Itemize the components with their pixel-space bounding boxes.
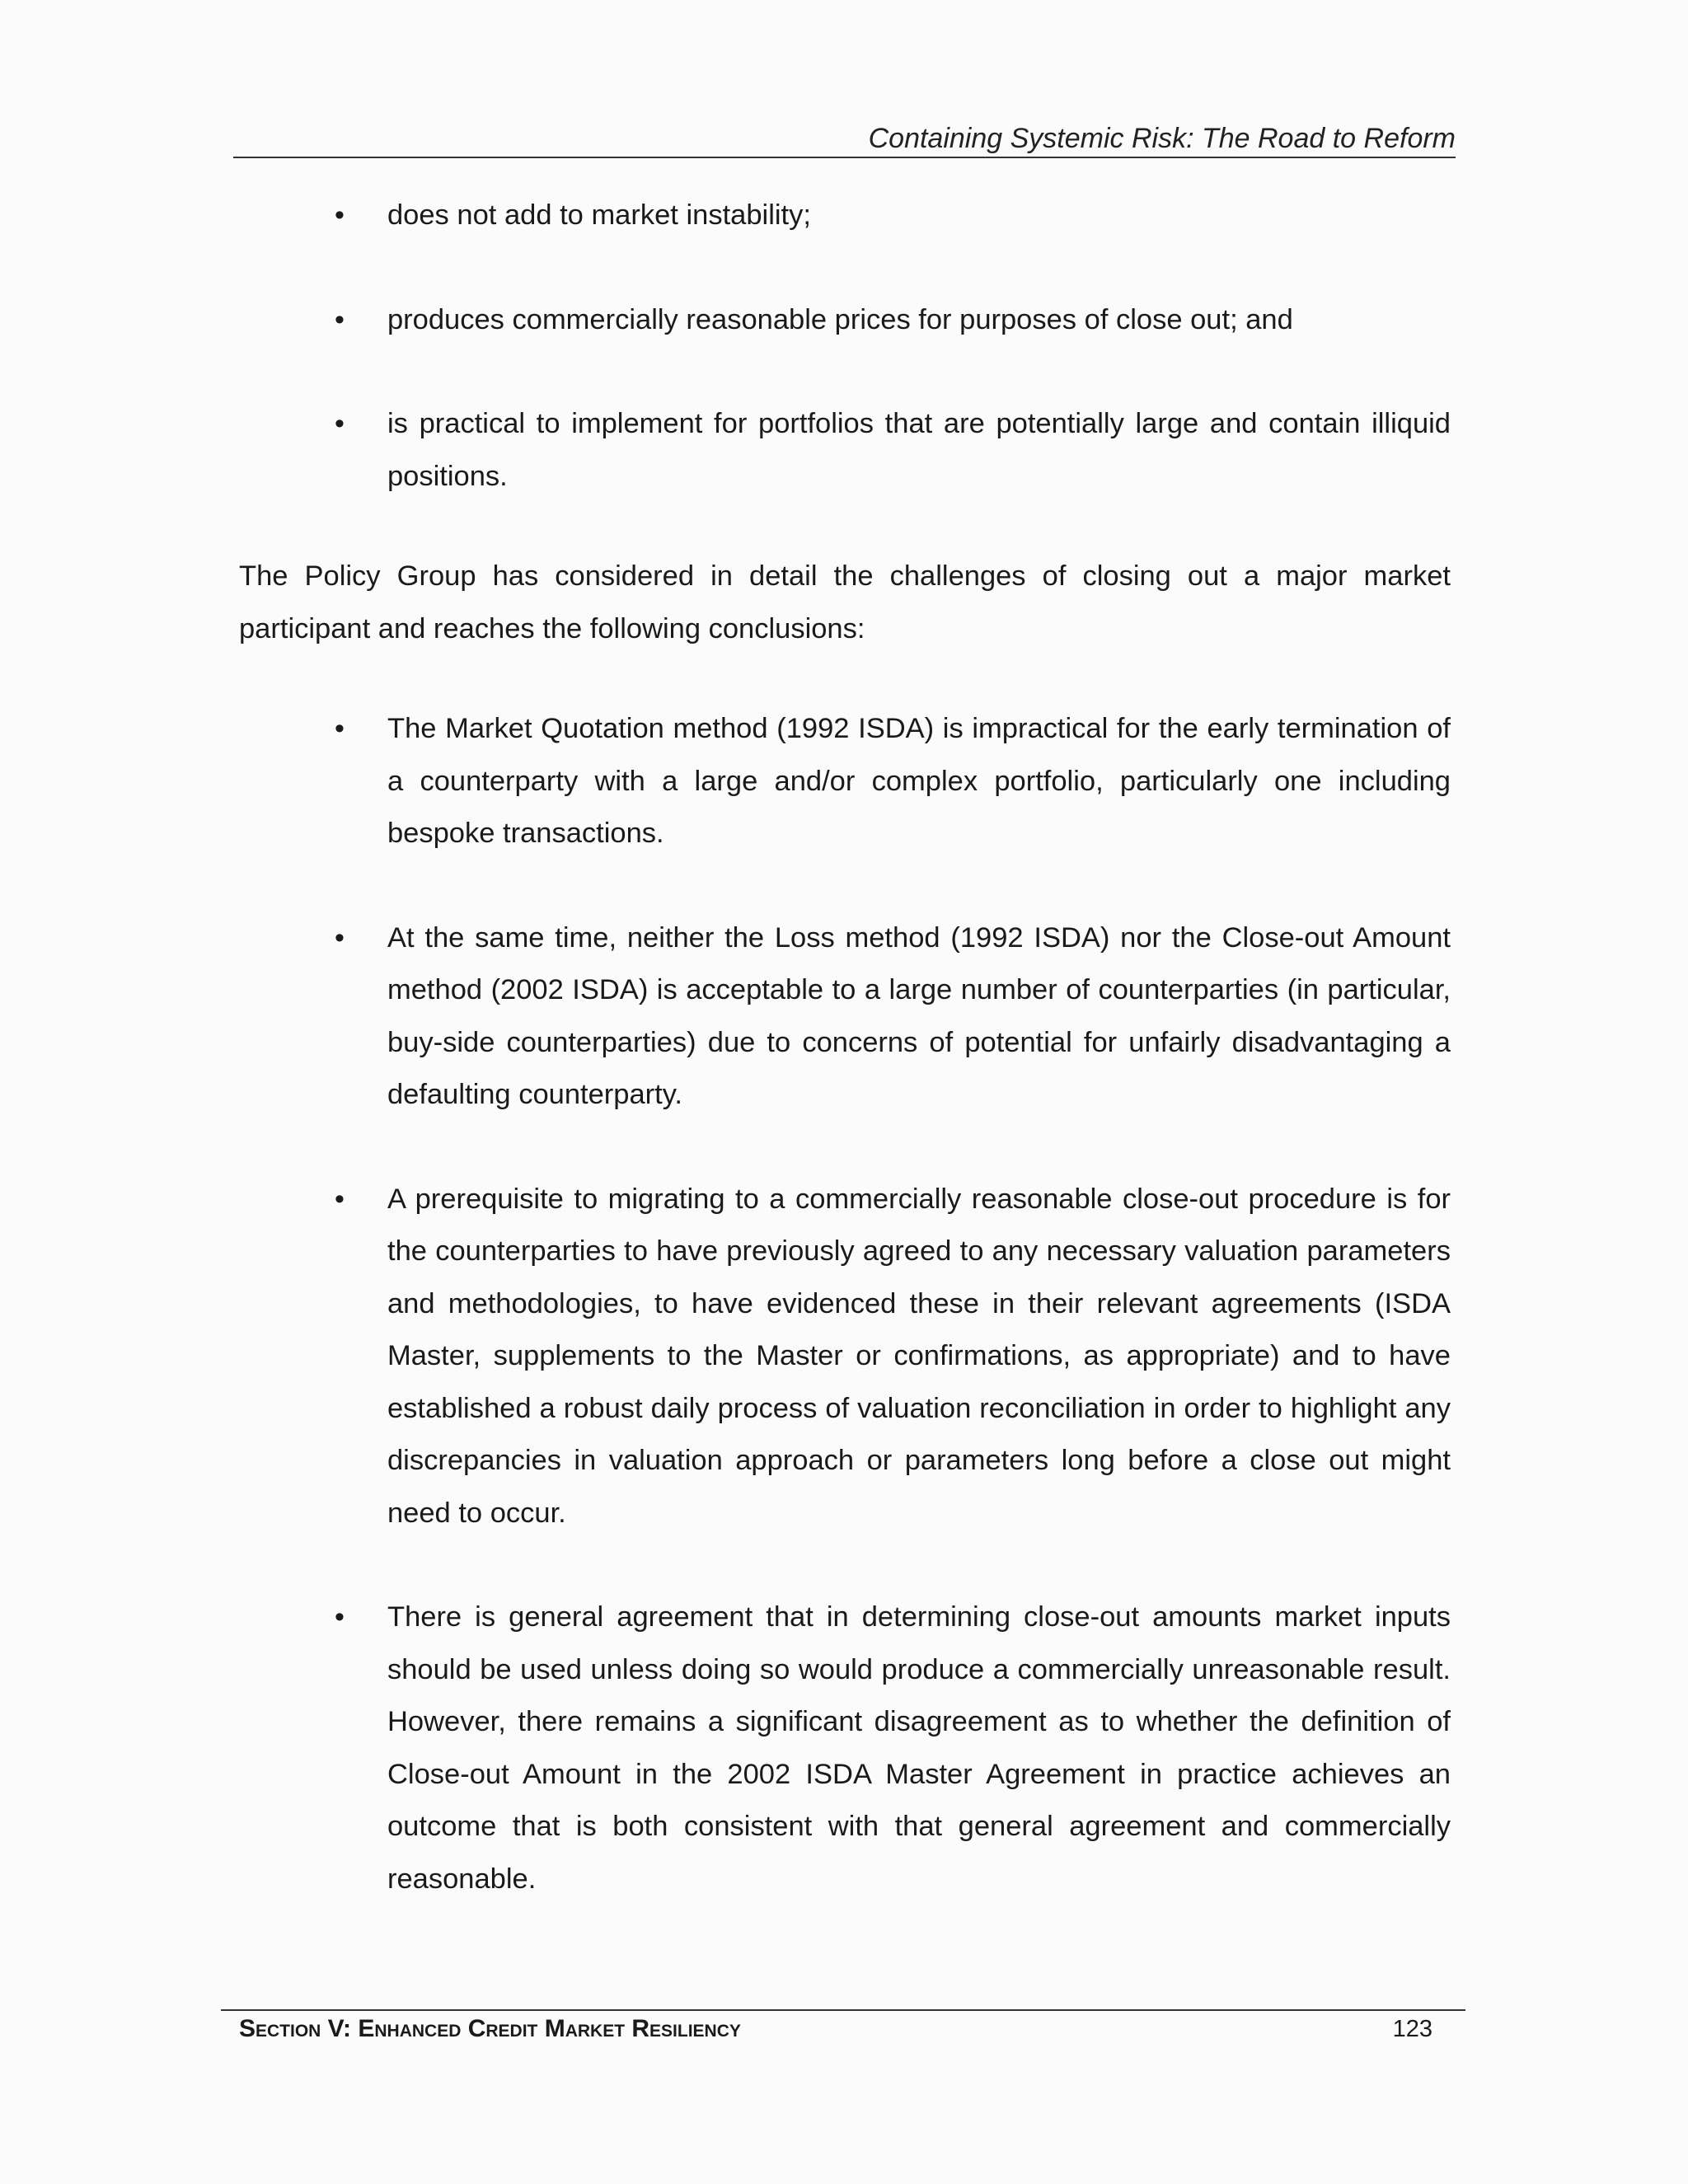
list-item xyxy=(335,398,1451,503)
spacer xyxy=(239,1122,1451,1174)
list-item xyxy=(335,294,1451,347)
list-item xyxy=(335,703,1451,860)
list-item xyxy=(335,1591,1451,1905)
conclusions-list xyxy=(239,703,1451,1905)
list-item xyxy=(335,190,1451,242)
running-header xyxy=(233,120,1456,158)
bullet-icon: • xyxy=(335,199,345,231)
page-body xyxy=(239,190,1451,1905)
list-item xyxy=(335,912,1451,1122)
body-paragraph: The Policy Group has considered in detail the challenges of closing out a major market participant and reaches the following conclusions: xyxy=(239,560,1451,644)
spacer xyxy=(239,1540,1451,1591)
bullet-icon: • xyxy=(335,408,345,439)
spacer xyxy=(239,655,1451,703)
bullet-icon: • xyxy=(335,1183,345,1215)
list-item-text: A prerequisite to migrating to a commercially reasonable close-out procedure is for the counterparties to have previously agreed to any necessary valuation parameters and methodologies, to have evidenced these in their relevant agreements (ISDA Master, supplements to the Master or confirmations, as appropriate) and to have established a robust daily process of valuation reconciliation in order to highlight any discrepancies in valuation approach or parameters long before a close out might need to occur. xyxy=(387,1183,1451,1529)
list-item-text: At the same time, neither the Loss method (1992 ISDA) nor the Close-out Amount method (2002 ISDA) is acceptable to a large number of counterparties (in particular, buy-side counterparties) due to concerns of potential for unfairly disadvantaging a defaulting counterparty. xyxy=(387,921,1451,1110)
spacer xyxy=(239,346,1451,398)
running-title: Containing Systemic Risk: The Road to Reform xyxy=(868,123,1456,154)
spacer xyxy=(239,503,1451,551)
list-item-text: is practical to implement for portfolios that are potentially large and contain illiquid positions. xyxy=(387,408,1451,492)
bullet-icon: • xyxy=(335,713,345,744)
criteria-list xyxy=(239,190,1451,503)
bullet-icon: • xyxy=(335,1601,345,1633)
list-item-text: The Market Quotation method (1992 ISDA) is impractical for the early termination of a counterparty with a large and/or complex portfolio, particularly one including bespoke transactions. xyxy=(387,713,1451,849)
spacer xyxy=(239,242,1451,294)
list-item-text: does not add to market instability; xyxy=(387,199,811,231)
bullet-icon: • xyxy=(335,303,345,335)
list-item xyxy=(335,1174,1451,1540)
bullet-icon: • xyxy=(335,921,345,954)
footer-section-title: Section V: Enhanced Credit Market Resiliency xyxy=(239,2015,741,2042)
page-footer xyxy=(221,2009,1465,2044)
page-number: 123 xyxy=(1392,2016,1432,2042)
list-item-text: There is general agreement that in determining close-out amounts market inputs should be used unless doing so would produce a commercially unreasonable result. However, there remains a significant disagreement as to whether the definition of Close-out Amount in the 2002 ISDA Master Agreement in practice achieves an outcome that is both consistent with that general agreement and commercially reasonable. xyxy=(387,1601,1451,1895)
spacer xyxy=(239,860,1451,912)
list-item-text: produces commercially reasonable prices for purposes of close out; and xyxy=(387,303,1293,335)
